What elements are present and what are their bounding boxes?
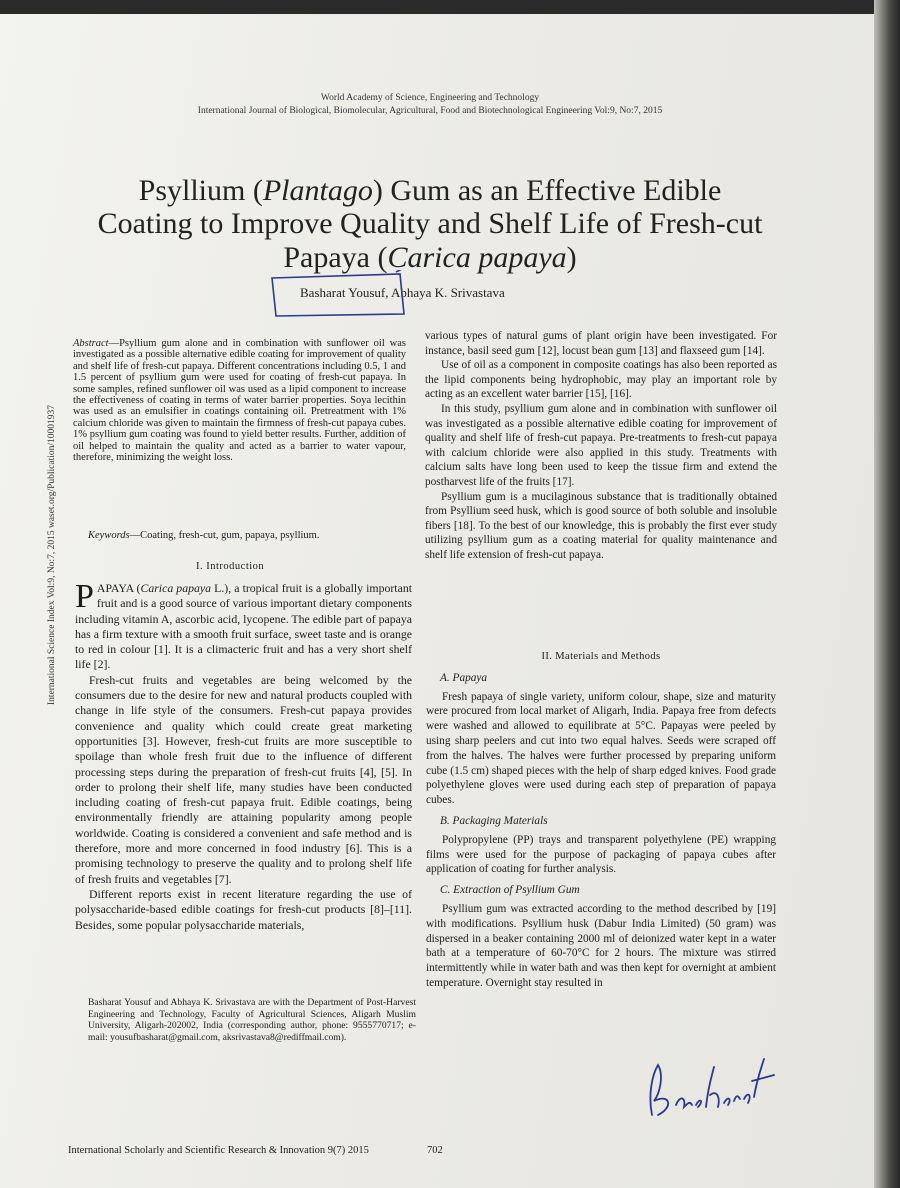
journal-footer: International Scholarly and Scientific Research & Innovation 9(7) 2015 [68, 1145, 369, 1156]
side-publication-note: International Science Index Vol:9, No:7, 2015 waset.org/Publication/10001937 [47, 405, 57, 705]
scan-shadow-right [874, 0, 900, 1188]
keywords-label: Keywords [88, 530, 130, 541]
section-heading-materials: II. Materials and Methods [541, 651, 661, 662]
abstract-label: Abstract [73, 338, 109, 349]
materials-methods-section [426, 650, 776, 991]
right-paragraph-2: Use of oil as a component in composite coatings has also been reported as the lipid components being hydrophobic, may play an important role by acting as an excellent water barrier [15], [16]. [425, 359, 777, 401]
intro-section [75, 578, 412, 933]
right-column-intro [425, 329, 777, 563]
paper-title-line3: Papaya (Carica papaya) [283, 241, 577, 274]
journal-header-line2: International Journal of Biological, Biomolecular, Agricultural, Food and Biotechnological Engineering Vol:9, No:7, 2015 [197, 106, 663, 116]
paragraph-packaging: Polypropylene (PP) trays and transparent polyethylene (PE) wrapping films were used for the purpose of packaging of papaya cubes after application of coating for further analysis. [426, 833, 776, 876]
abstract-text: —Psyllium gum alone and in combination with sunflower oil was investigated as a possible alternative edible coating for improvement of quality and shelf life of fresh-cut papaya. Different concentrations including 0.5, 1 and 1.5 percent of psyllium gum were used for coating of fresh-cut papaya. In some samples, refined sunflower oil was used as a lipid component to increase the effectiveness of coating in terms of water barrier properties. Soya lecithin was used as an emulsifier in coatings containing oil. Pretreatment with 1% calcium chloride was given to maintain the firmness of fresh-cut papaya cubes. 1% psyllium gum coating was found to yield better results. Further, addition of oil helped to maintain the quality and acted as a barrier to water vapour, therefore, minimizing the weight loss. [73, 338, 406, 464]
drop-cap: P [75, 578, 94, 615]
page-number: 702 [427, 1145, 443, 1156]
intro-paragraph-2: Fresh-cut fruits and vegetables are being welcomed by the consumers due to the desire for new and natural products coupled with change in life style of the consumers. Fresh-cut papaya provides convenience and quality which could create great marketing opportunities [3]. However, fresh-cut fruits are more susceptible to spoilage than whole fresh fruit due to the influence of different processing steps during the preparation of fresh-cut fruits [4], [5]. In order to prolong their shelf life, many studies have been conducted including coating of fresh-cut papaya fruit. Edible coatings, being environmentally friendly are attaining popularity among people worldwide. Coating is considered a convenient and safe method and is therefore, more and more concerned in food industry [6]. This is a promising technology to preserve the quality and to prolong shelf life of fresh fruits and vegetables [7]. [75, 672, 412, 886]
paragraph-extraction: Psyllium gum was extracted according to the method described by [19] with modifications. Psyllium husk (Dabur India Limited) (50 gram) was dispersed in a beaker containing 2000 ml of deionized water kept in a water bath at a temperature of 60-70°C for 2 hours. The mixture was stirred intermittently while in water bath and was then kept for overnight at ambient temperature. Overnight stay resulted in [426, 902, 776, 989]
intro-paragraph-3: Different reports exist in recent literature regarding the use of polysaccharide-based edible coatings for fresh-cut products [8]–[11]. Besides, some popular polysaccharide materials, [75, 886, 412, 932]
intro-paragraph-1: PAPAYA (Carica papaya L.), a tropical fruit is a globally important fruit and is a good source of various important dietary components including vitamin A, ascorbic acid, lycopene. The edible part of papaya has a firm texture with a smooth fruit surface, sweet taste and is orange to red in colour [1]. It is a climacteric fruit and has a very short shelf life [2]. [75, 578, 412, 672]
right-paragraph-3: In this study, psyllium gum alone and in combination with sunflower oil was investigated as a possible alternative edible coating for improvement of quality and shelf life of fresh-cut papaya. Pre-treatments to fresh-cut papaya with calcium chloride were also applied in this study. Treatments with calcium salts have long been used to keep the tissue firm and extend the postharvest life of the fruits [17]. [425, 402, 777, 488]
subheading-papaya: A. Papaya [440, 671, 488, 684]
journal-header-line1: World Academy of Science, Engineering and Technology [320, 93, 540, 103]
abstract [73, 338, 406, 463]
pen-annotation-circle [266, 270, 406, 318]
author-footnote: Basharat Yousuf and Abhaya K. Srivastava are with the Department of Post-Harvest Engineering and Technology, Faculty of Agricultural Sciences, Aligarh Muslim University, Aligarh-202002, India (corresponding author, phone: 9555770717; e-mail: yousufbasharat@gmail.com, aksrivastava8@rediffmail.com). [88, 997, 416, 1043]
handwritten-signature [640, 1045, 790, 1125]
author-list: Basharat Yousuf, Abhaya K. Srivastava [300, 285, 505, 300]
intro-heading: I. Introduction [196, 561, 265, 572]
subheading-packaging: B. Packaging Materials [440, 814, 548, 827]
paragraph-papaya: Fresh papaya of single variety, uniform colour, shape, size and maturity were procured from local market of Aligarh, India. Papaya free from defects were washed and allowed to equilibrate at 5°C. Papayas were peeled by using sharp peelers and cut into two equal halves. Seeds were scraped off from the halves. The halves were further processed by preparing uniform cube (1.5 cm) shaped pieces with the help of sharp edged knives. Food grade polyethylene gloves were used during each step of preparation of papaya cubes. [426, 690, 776, 807]
keywords-text: —Coating, fresh-cut, gum, papaya, psyllium. [129, 530, 320, 541]
scan-shadow-top [0, 0, 900, 14]
right-paragraph-4: Psyllium gum is a mucilaginous substance that is traditionally obtained from Psyllium seed husk, which is good source of both soluble and insoluble fibers [18]. To the best of our knowledge, this is probably the first ever study utilizing psyllium gum as a coating material for quality maintenance and shelf life extension of fresh-cut papaya. [425, 490, 777, 561]
right-paragraph-1: various types of natural gums of plant origin have been investigated. For instance, basil seed gum [12], locust bean gum [13] and flaxseed gum [14]. [425, 330, 777, 357]
paper-title-line1: Psyllium (Plantago) Gum as an Effective Edible [138, 174, 722, 207]
paper-title-line2: Coating to Improve Quality and Shelf Life of Fresh-cut [97, 207, 763, 240]
keywords [88, 530, 406, 541]
subheading-extraction: C. Extraction of Psyllium Gum [440, 884, 580, 897]
